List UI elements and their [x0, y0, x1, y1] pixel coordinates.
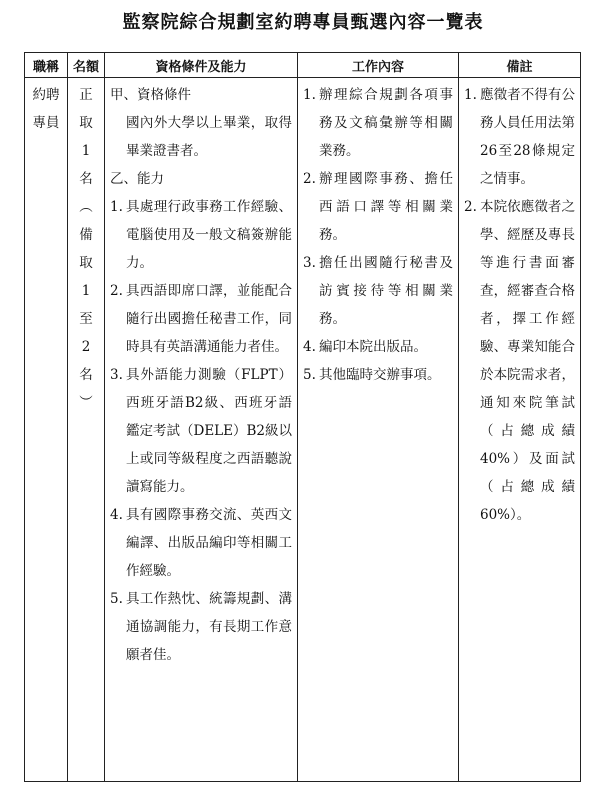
list-item	[110, 361, 292, 501]
list-item	[303, 333, 453, 361]
header-row	[25, 53, 581, 78]
list-item	[110, 277, 292, 361]
quota-char: 名	[79, 171, 93, 187]
quota-char: 取	[79, 255, 93, 271]
list-item-number: 3.	[110, 367, 123, 383]
list-item	[110, 501, 292, 585]
list-item	[303, 165, 453, 249]
quota-char: 正	[79, 87, 93, 103]
section-a-text: 國內外大學以上畢業，取得畢業證書者。	[126, 115, 292, 159]
quota-char: 取	[79, 115, 93, 131]
list-item-text: 辦理綜合規劃各項事務及文稿彙辦等相關業務。	[319, 87, 453, 159]
list-item-text: 具外語能力測驗（FLPT）西班牙語B2級、西班牙語鑑定考試（DELE）B2級以上或同等級程度之西語聽說讀寫能力。	[126, 367, 293, 495]
quota-cell	[68, 78, 105, 782]
list-item-number: 4.	[110, 507, 123, 523]
list-item-text: 具處理行政事務工作經驗、電腦使用及一般文稿簽辦能力。	[126, 199, 292, 271]
document-title: 監察院綜合規劃室約聘專員甄選內容一覽表	[122, 12, 484, 33]
list-item-number: 1.	[110, 199, 123, 215]
list-item	[303, 249, 453, 333]
quota-char: ︶	[79, 395, 93, 411]
remark-list	[464, 81, 575, 529]
list-item	[303, 81, 453, 165]
quota-char: 2	[81, 339, 91, 355]
remark-cell	[459, 78, 581, 782]
quota-char: 至	[79, 311, 93, 327]
list-item-text: 編印本院出版品。	[319, 339, 427, 355]
list-item-number: 5.	[303, 367, 316, 383]
list-item-number: 3.	[303, 255, 316, 271]
list-item-text: 具工作熱忱、統籌規劃、溝通協調能力，有長期工作意願者佳。	[126, 591, 292, 663]
section-a-heading: 甲、資格條件	[110, 87, 191, 103]
header-remark: 備註	[459, 53, 581, 78]
list-item-number: 5.	[110, 591, 123, 607]
list-item-number: 2.	[303, 171, 316, 187]
list-item-number: 1.	[464, 87, 477, 103]
list-item-text: 具有國際事務交流、英西文編譯、出版品編印等相關工作經驗。	[126, 507, 292, 579]
list-item	[110, 193, 292, 277]
header-quota: 名額	[68, 53, 105, 78]
header-job: 職稱	[25, 53, 68, 78]
list-item	[464, 193, 575, 529]
list-item	[110, 585, 292, 669]
quota-char: 1	[81, 143, 91, 159]
job-title-cell	[25, 78, 68, 782]
header-qualification: 資格條件及能力	[105, 53, 298, 78]
work-list	[303, 81, 453, 389]
recruitment-table	[24, 52, 581, 782]
quota-char: 1	[81, 283, 91, 299]
list-item	[303, 361, 453, 389]
list-item-text: 擔任出國隨行秘書及訪賓接待等相關業務。	[319, 255, 453, 327]
table-row	[25, 78, 581, 782]
list-item	[464, 81, 575, 193]
qualification-list	[110, 193, 292, 669]
quota-char: ︵	[79, 199, 93, 215]
quota-char: 名	[79, 367, 93, 383]
list-item-number: 2.	[464, 199, 477, 215]
job-title-line: 約聘	[32, 87, 60, 103]
work-cell	[298, 78, 459, 782]
list-item-text: 其他臨時交辦事項。	[319, 367, 441, 383]
list-item-number: 4.	[303, 339, 316, 355]
job-title-line: 專員	[32, 115, 60, 131]
list-item-text: 辦理國際事務、擔任西語口譯等相關業務。	[319, 171, 453, 243]
quota-char: 備	[79, 227, 93, 243]
section-b-heading: 乙、能力	[110, 171, 164, 187]
list-item-text: 本院依應徵者之學、經歷及專長等進行書面審查，經審查合格者，擇工作經驗、專業知能合於本院需求者，通知來院筆試（占總成績40%）及面試（占總成績60%）。	[480, 199, 575, 523]
list-item-number: 1.	[303, 87, 316, 103]
qualification-cell	[105, 78, 298, 782]
list-item-text: 具西語即席口譯，並能配合隨行出國擔任秘書工作，同時具有英語溝通能力者佳。	[126, 283, 292, 355]
list-item-text: 應徵者不得有公務人員任用法第26至28條規定之情事。	[480, 87, 575, 187]
header-work: 工作內容	[298, 53, 459, 78]
list-item-number: 2.	[110, 283, 123, 299]
